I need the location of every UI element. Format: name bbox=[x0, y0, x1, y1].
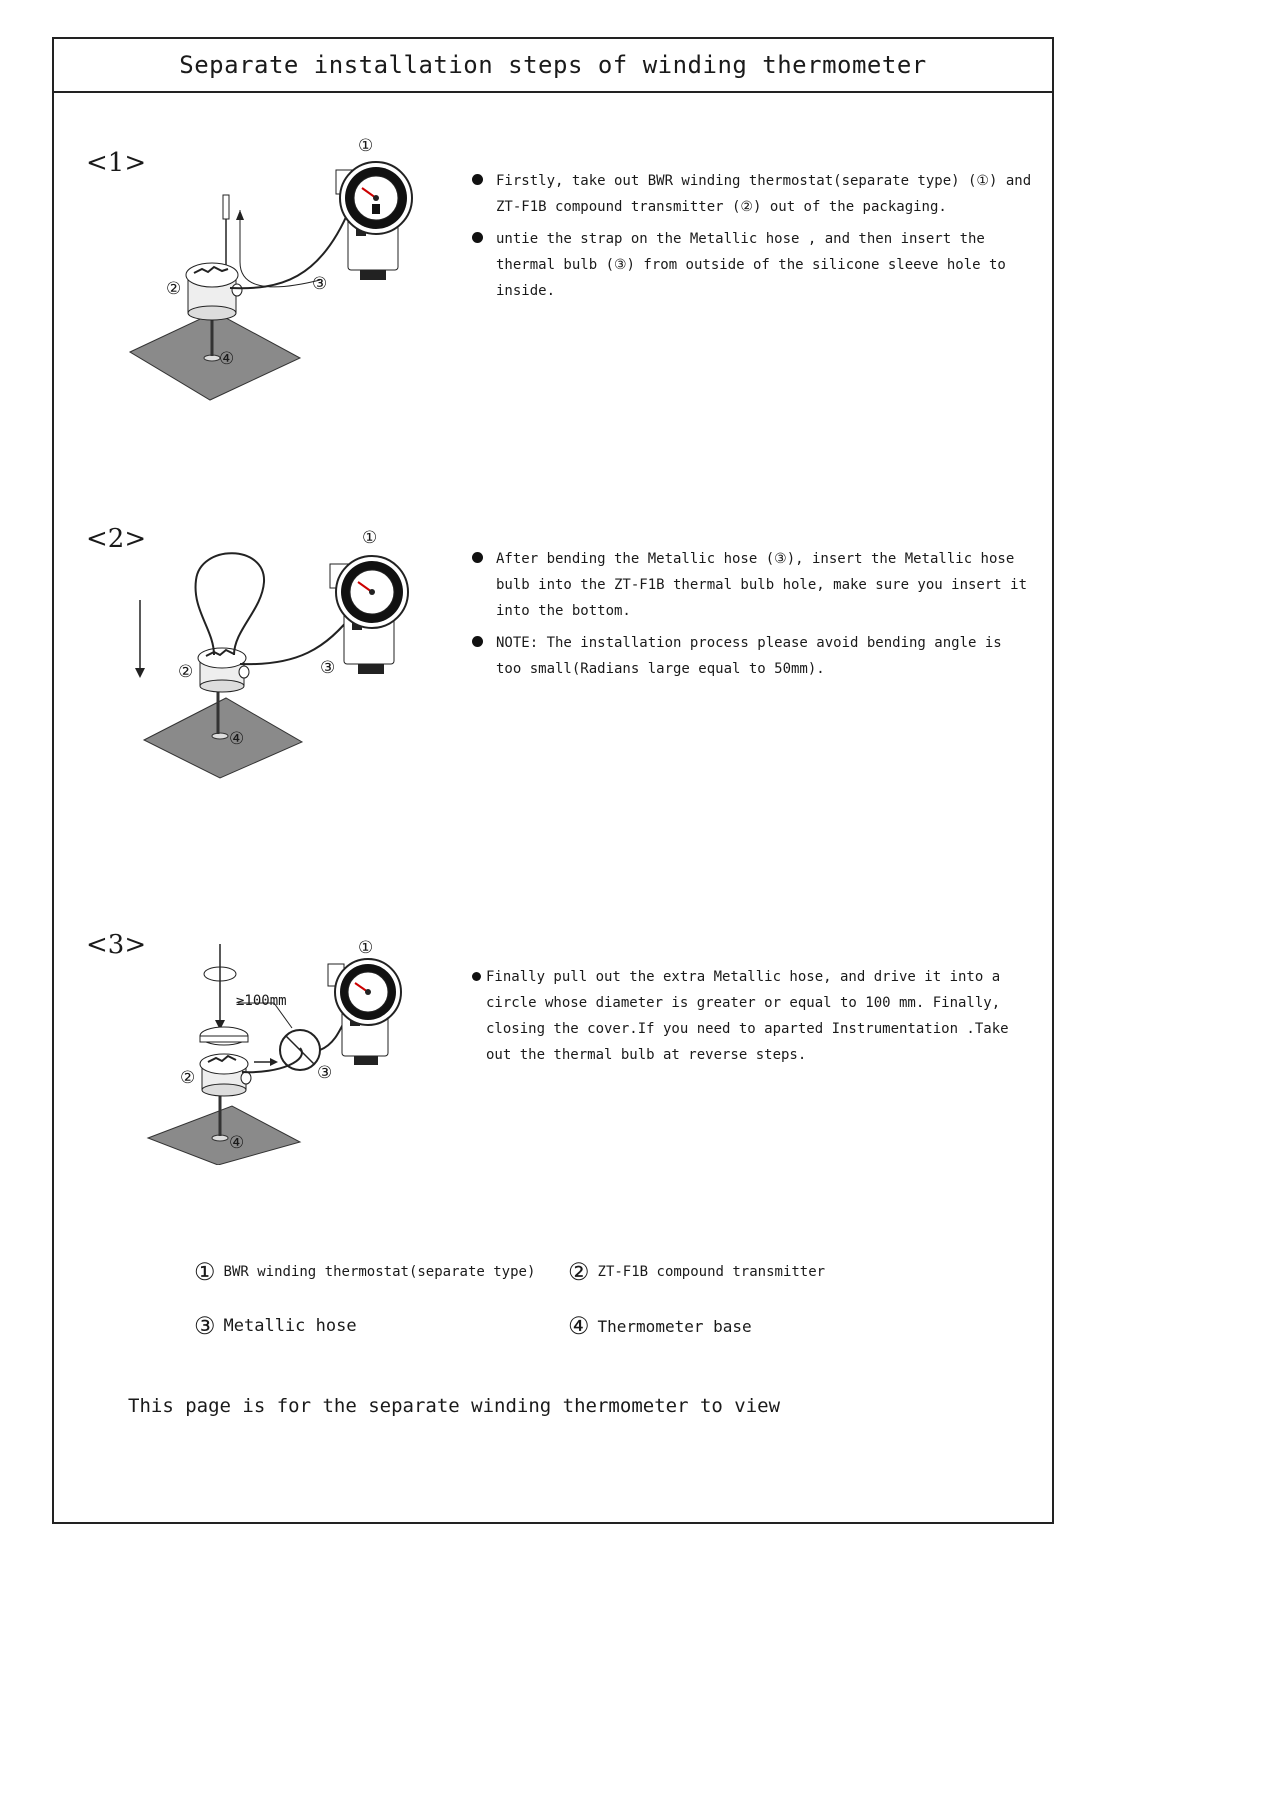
step-3-label: <3> bbox=[86, 930, 147, 960]
step-3-marker-1: ① bbox=[358, 938, 374, 958]
down-arrow-icon bbox=[135, 600, 145, 678]
step-2-label: <2> bbox=[86, 524, 147, 554]
step-1-marker-4: ④ bbox=[219, 349, 235, 369]
compound-transmitter bbox=[198, 648, 249, 692]
step-1-marker-3: ③ bbox=[312, 274, 328, 294]
legend-item: ② ZT-F1B compound transmitter bbox=[568, 1258, 826, 1286]
metallic-hose bbox=[240, 610, 356, 664]
bullet-dot-icon bbox=[472, 174, 483, 185]
diameter-label: ≥100mm bbox=[236, 993, 287, 1009]
step-2-marker-1: ① bbox=[362, 528, 378, 548]
step-1-marker-1: ① bbox=[358, 136, 374, 156]
step-3-marker-3: ③ bbox=[317, 1063, 333, 1083]
legend-item: ① BWR winding thermostat(separate type) bbox=[194, 1258, 536, 1286]
step-2-marker-3: ③ bbox=[320, 658, 336, 678]
step-2-illustration bbox=[126, 530, 456, 790]
compound-transmitter bbox=[186, 263, 242, 320]
step-3-marker-4: ④ bbox=[229, 1133, 245, 1153]
step-3-marker-2: ② bbox=[180, 1068, 196, 1088]
bent-hose-loop bbox=[196, 553, 265, 655]
bullet-dot-icon bbox=[472, 232, 483, 243]
transmitter-cover bbox=[200, 1027, 248, 1045]
legend-item: ③ Metallic hose bbox=[194, 1312, 357, 1340]
step-1-instructions bbox=[472, 168, 1032, 310]
metallic-hose bbox=[230, 208, 350, 288]
bullet-item: Finally pull out the extra Metallic hose, and drive it into a circle whose diameter is greater or equal to 100 mm. Finally, closing the cover.If you need to aparted Instrumentation .Take out the thermal bulb at reverse steps. bbox=[472, 964, 1032, 1068]
return-arrow bbox=[240, 210, 320, 287]
bwr-thermostat bbox=[328, 959, 401, 1065]
step-3-instructions bbox=[472, 964, 1032, 1074]
step-2-instructions bbox=[472, 546, 1032, 688]
legend-item: ④ Thermometer base bbox=[568, 1312, 752, 1340]
right-arrow-icon bbox=[254, 1058, 278, 1066]
compound-transmitter bbox=[200, 1054, 251, 1096]
page-title: Separate installation steps of winding thermometer bbox=[54, 39, 1052, 93]
bwr-thermostat bbox=[330, 556, 408, 674]
rotate-arrow-icon bbox=[204, 944, 236, 1030]
bullet-item: Firstly, take out BWR winding thermostat(separate type) (①) and ZT-F1B compound transmitter (②) out of the packaging. bbox=[472, 168, 1032, 220]
bullet-item: NOTE: The installation process please avoid bending angle is too small(Radians large equal to 50mm). bbox=[472, 630, 1032, 682]
step-1-label: <1> bbox=[86, 148, 147, 178]
thermometer-base-plate bbox=[144, 698, 302, 778]
step-1-marker-2: ② bbox=[166, 279, 182, 299]
bullet-dot-icon bbox=[472, 972, 481, 981]
step-1-illustration bbox=[120, 130, 450, 410]
bullet-item: After bending the Metallic hose (③), insert the Metallic hose bulb into the ZT-F1B thermal bulb hole, make sure you insert it into the bottom. bbox=[472, 546, 1032, 624]
bwr-thermostat bbox=[336, 162, 412, 280]
step-2-marker-4: ④ bbox=[229, 729, 245, 749]
bullet-dot-icon bbox=[472, 636, 483, 647]
bullet-dot-icon bbox=[472, 552, 483, 563]
thermometer-base-plate bbox=[130, 312, 300, 400]
footer-note: This page is for the separate winding thermometer to view bbox=[128, 1395, 781, 1417]
bullet-item: untie the strap on the Metallic hose , and then insert the thermal bulb (③) from outside of the silicone sleeve hole to inside. bbox=[472, 226, 1032, 304]
step-2-marker-2: ② bbox=[178, 662, 194, 682]
step-3-illustration bbox=[140, 940, 440, 1165]
thermal-bulb bbox=[223, 195, 229, 265]
thermometer-base-plate bbox=[148, 1106, 300, 1165]
